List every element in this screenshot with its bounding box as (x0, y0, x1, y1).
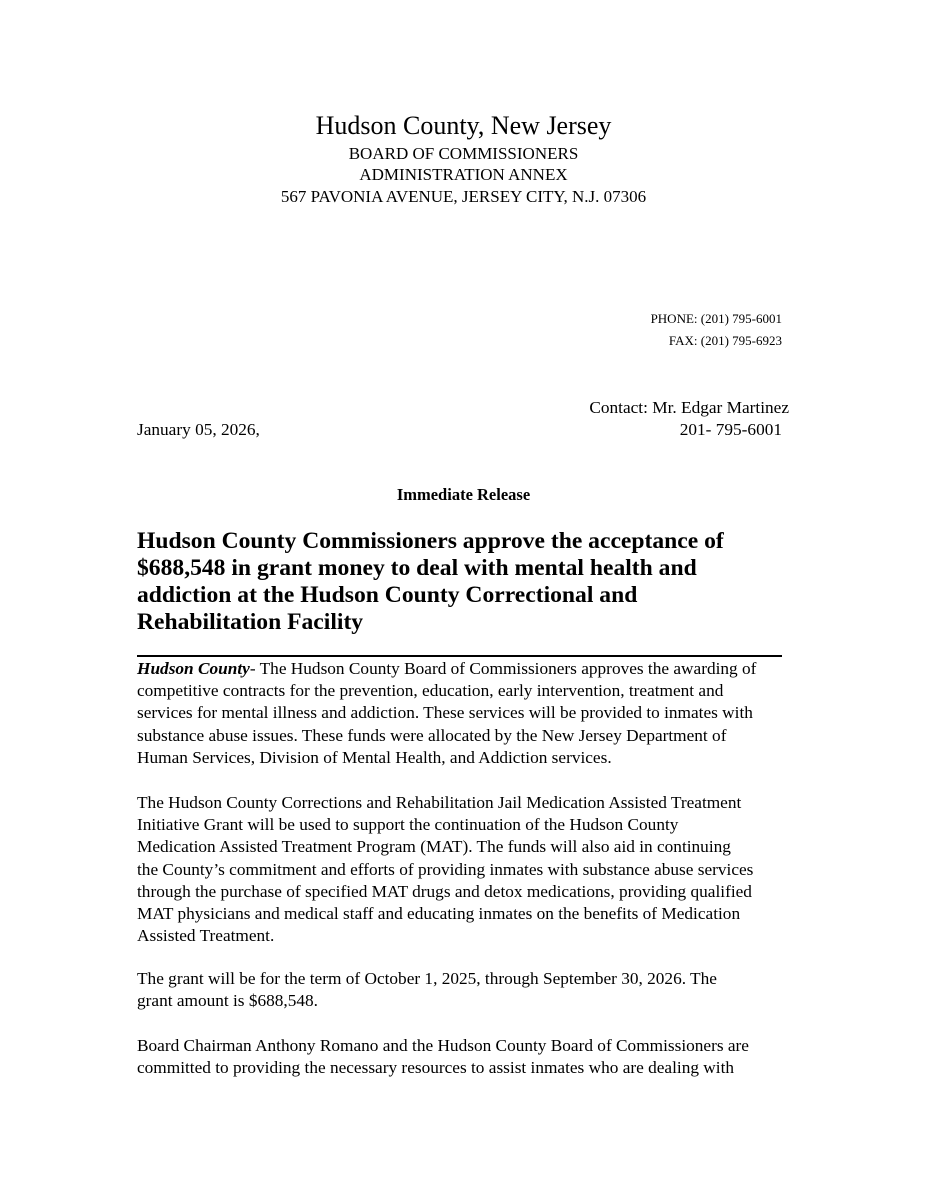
release-date: January 05, 2026, (137, 420, 260, 439)
paragraph-line: The Hudson County Corrections and Rehabilitation Jail Medication Assisted Treatment (137, 793, 742, 812)
paragraph-line: substance abuse issues. These funds were allocated by the New Jersey Department of (137, 725, 727, 745)
headline-divider (137, 655, 782, 657)
paragraph-line: The grant will be for the term of October 1, 2025, through September 30, 2026. The (137, 969, 717, 988)
paragraph-line: Board Chairman Anthony Romano and the Hudson County Board of Commissioners are (137, 1036, 749, 1055)
letterhead-annex: ADMINISTRATION ANNEX (359, 165, 568, 184)
paragraph-2 (137, 792, 797, 947)
letterhead-title: Hudson County, New Jersey (315, 111, 612, 140)
paragraph-line: grant amount is $688,548. (137, 991, 318, 1011)
paragraph-line: Assisted Treatment. (137, 926, 275, 946)
headline-line: addiction at the Hudson County Correctional and (137, 582, 638, 608)
phone-number: PHONE: (201) 795-6001 (650, 311, 782, 326)
paragraph-line: the County’s commitment and efforts of providing inmates with substance abuse services (137, 859, 754, 879)
paragraph-line: through the purchase of specified MAT drugs and detox medications, providing qualified (137, 881, 752, 901)
contact-name: Contact: Mr. Edgar Martinez (589, 398, 789, 417)
paragraph-line: - The Hudson County Board of Commissioners approves the awarding of (249, 659, 757, 678)
paragraph-3 (137, 968, 797, 1012)
paragraph-line: Initiative Grant will be used to support the continuation of the Hudson County (137, 815, 679, 835)
fax-number: FAX: (201) 795-6923 (668, 333, 782, 348)
headline-line: $688,548 in grant money to deal with mental health and (137, 555, 697, 581)
headline-line: Rehabilitation Facility (137, 609, 364, 635)
paragraph-line: services for mental illness and addiction. These services will be provided to inmates with (137, 703, 753, 723)
dateline: Hudson County (137, 659, 250, 678)
letterhead-board: BOARD OF COMMISSIONERS (348, 144, 579, 163)
contact-phone: 201- 795-6001 (679, 420, 782, 439)
release-label: Immediate Release (396, 485, 531, 504)
headline (137, 528, 797, 636)
paragraph-line: Human Services, Division of Mental Health, and Addiction services. (137, 747, 612, 767)
headline-line: Hudson County Commissioners approve the acceptance of (137, 528, 724, 554)
paragraph-1 (137, 658, 797, 769)
paragraph-line: MAT physicians and medical staff and educating inmates on the benefits of Medication (137, 904, 741, 924)
paragraph-4 (137, 1035, 797, 1079)
letterhead-address: 567 PAVONIA AVENUE, JERSEY CITY, N.J. 07306 (280, 187, 647, 206)
paragraph-line: competitive contracts for the prevention, education, early intervention, treatment and (137, 681, 724, 701)
paragraph-line: Medication Assisted Treatment Program (MAT). The funds will also aid in continuing (137, 837, 731, 857)
paragraph-line: committed to providing the necessary resources to assist inmates who are dealing with (137, 1058, 735, 1078)
